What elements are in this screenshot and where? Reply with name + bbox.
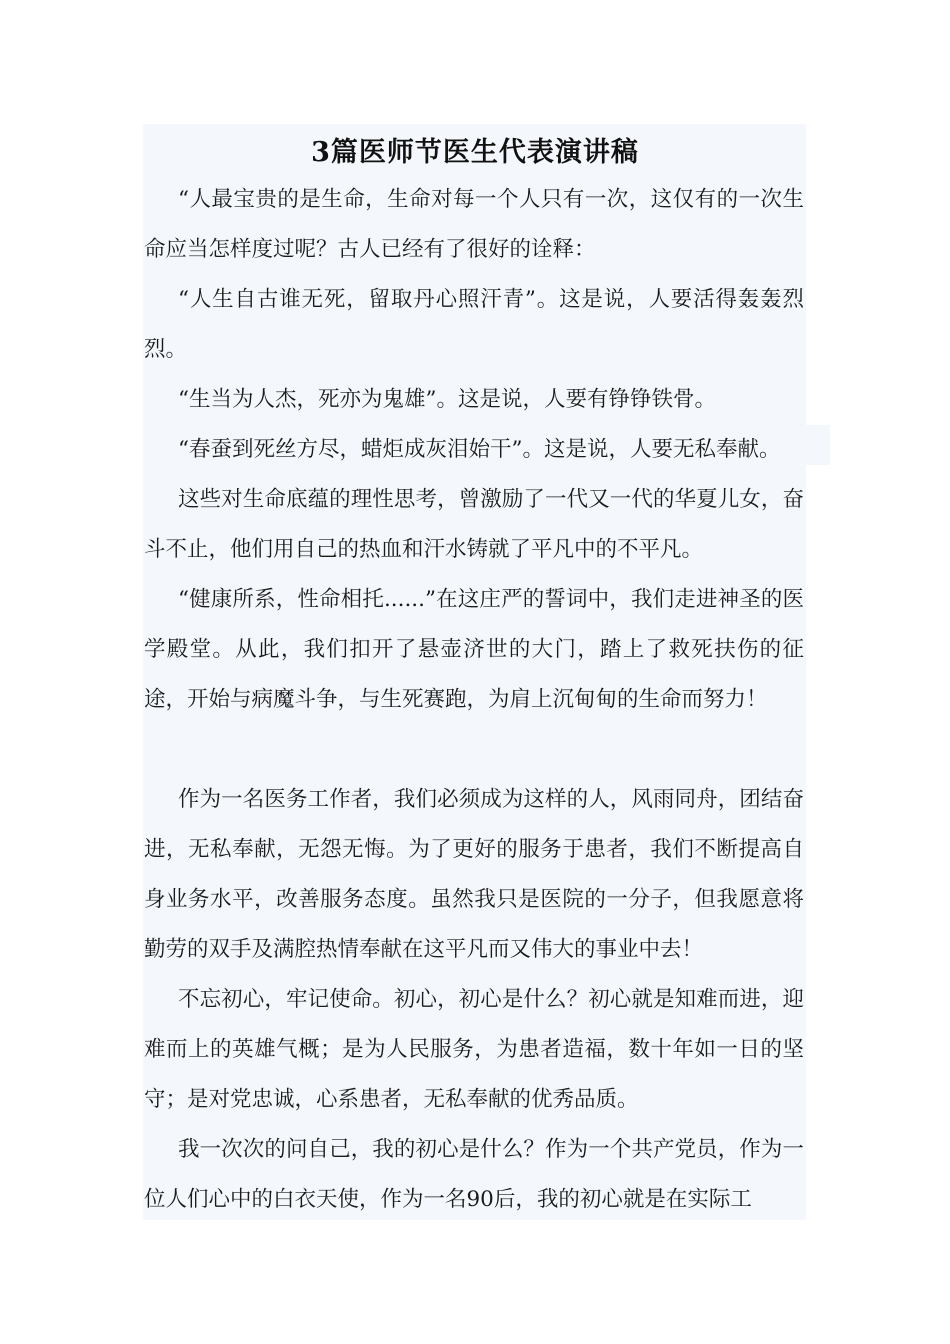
- paragraph-5: 这些对生命底蕴的理性思考，曾激励了一代又一代的华夏儿女，奋斗不止，他们用自己的热血和汗水铸就了平凡中的不平凡。: [144, 487, 804, 562]
- paragraph-2: “人生自古谁无死，留取丹心照汗青”。这是说，人要活得轰轰烈烈。: [144, 287, 804, 362]
- paragraph-6: “健康所系，性命相托......”在这庄严的誓词中，我们走进神圣的医学殿堂。从此，我们扣开了悬壶济世的大门，踏上了救死扶伤的征途，开始与病魔斗争，与生死赛跑，为肩上沉甸甸的生命而努力！: [144, 587, 804, 712]
- paragraph-4: “春蚕到死丝方尽，蜡炬成灰泪始干”。这是说，人要无私奉献。: [178, 437, 781, 462]
- paragraph-7: 作为一名医务工作者，我们必须成为这样的人，风雨同舟，团结奋进，无私奉献，无怨无悔。为了更好的服务于患者，我们不断提高自身业务水平，改善服务态度。虽然我只是医院的一分子，但我愿意将勤劳的双手及满腔热情奉献在这平凡而又伟大的事业中去！: [144, 787, 804, 962]
- paragraph-8: 不忘初心，牢记使命。初心，初心是什么？初心就是知难而进，迎难而上的英雄气概；是为人民服务，为患者造福，数十年如一日的坚守；是对党忠诚，心系患者，无私奉献的优秀品质。: [144, 987, 804, 1112]
- paragraph-1: “人最宝贵的是生命，生命对每一个人只有一次，这仅有的一次生命应当怎样度过呢？古人已经有了很好的诠释：: [144, 187, 804, 262]
- paragraph-9: 我一次次的问自己，我的初心是什么？作为一个共产党员，作为一位人们心中的白衣天使，作为一名90后，我的初心就是在实际工: [144, 1137, 804, 1212]
- document-title: 3篇医师节医生代表演讲稿: [311, 137, 639, 168]
- paragraph-3: “生当为人杰，死亦为鬼雄”。这是说，人要有铮铮铁骨。: [178, 387, 716, 412]
